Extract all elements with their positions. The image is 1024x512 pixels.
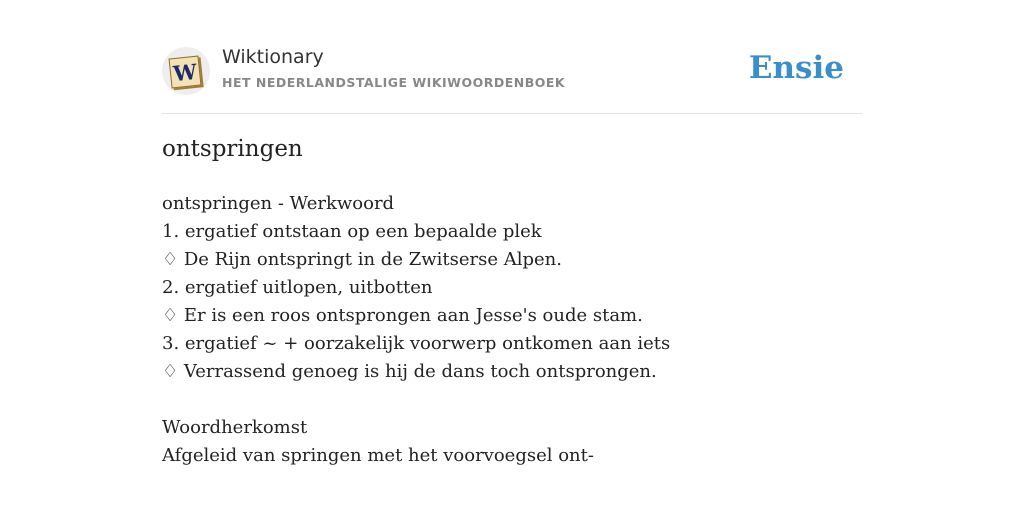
site-header xyxy=(162,44,862,114)
etymology-text: Afgeleid van springen met het voorvoegsel ont- xyxy=(162,445,594,466)
page-title: ontspringen xyxy=(162,136,303,162)
site-name[interactable]: Wiktionary xyxy=(222,46,324,68)
ensie-brand-link[interactable]: Ensie xyxy=(748,50,844,86)
spacer xyxy=(162,386,862,414)
logo-tile: W xyxy=(169,56,202,89)
entry-content xyxy=(162,190,862,470)
definition-1: 1. ergatief ontstaan op een bepaalde plek xyxy=(162,221,542,242)
etymology-heading: Woordherkomst xyxy=(162,417,308,438)
example-3: ♢ Verrassend genoeg is hij de dans toch ontsprongen. xyxy=(162,361,657,382)
entry-heading: ontspringen - Werkwoord xyxy=(162,193,395,214)
example-2: ♢ Er is een roos ontsprongen aan Jesse's oude stam. xyxy=(162,305,643,326)
example-1: ♢ De Rijn ontspringt in de Zwitserse Alpen. xyxy=(162,249,562,270)
definition-3: 3. ergatief ~ + oorzakelijk voorwerp ontkomen aan iets xyxy=(162,333,671,354)
definition-2: 2. ergatief uitlopen, uitbotten xyxy=(162,277,433,298)
wiktionary-logo-icon[interactable] xyxy=(162,47,210,95)
site-tagline: HET NEDERLANDSTALIGE WIKIWOORDENBOEK xyxy=(222,75,566,90)
